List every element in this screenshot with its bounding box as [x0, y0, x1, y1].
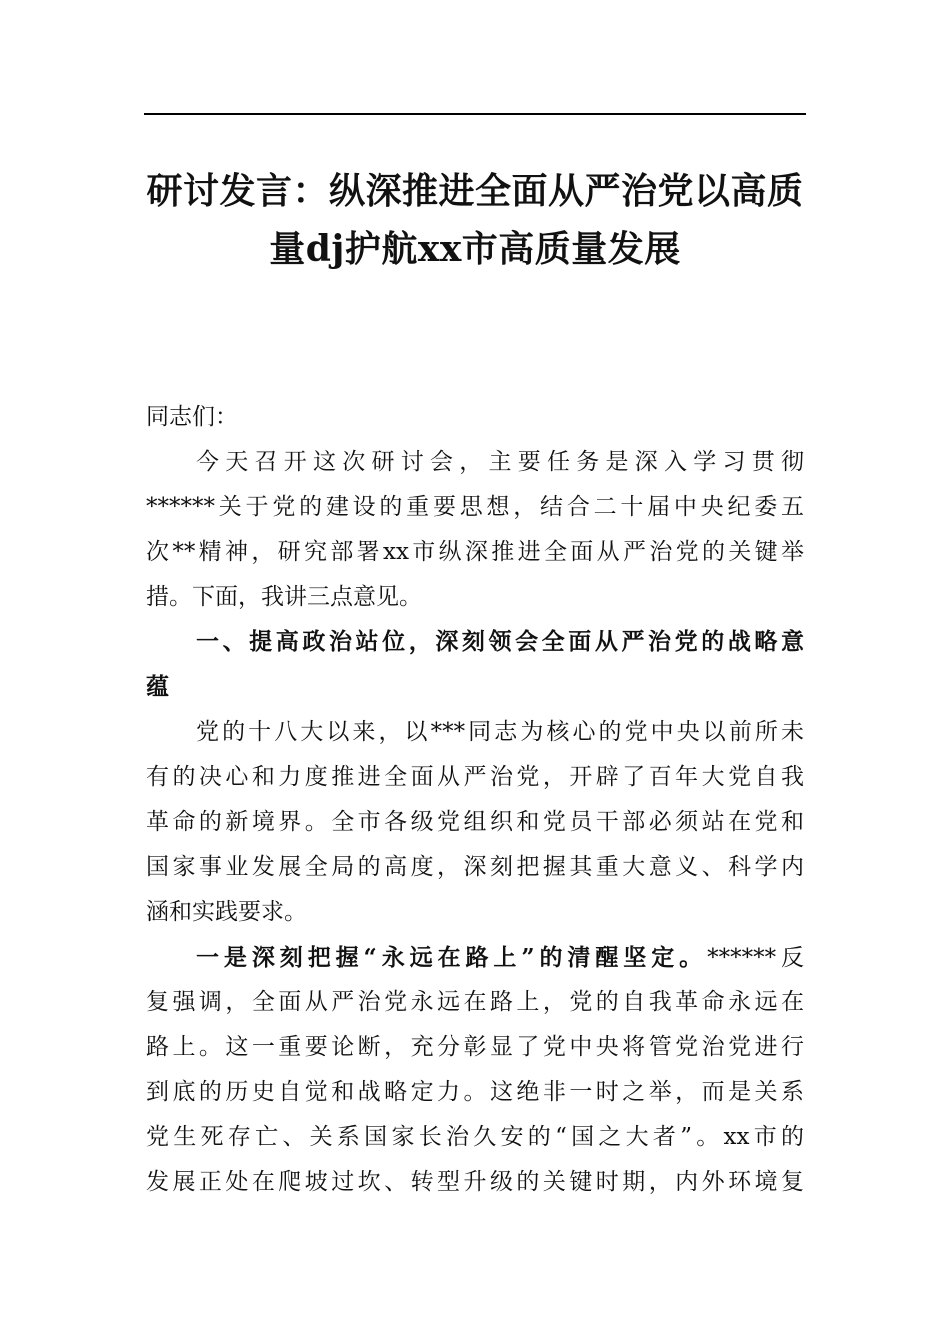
paragraph-line: 路上。这一重要论断，充分彰显了党中央将管党治党进行: [146, 1034, 804, 1060]
paragraph-line: 党生死存亡、关系国家长治久安的“国之大者”。xx市的: [146, 1124, 804, 1150]
section-heading: 蕴: [146, 674, 169, 700]
document-body: [146, 395, 804, 1205]
title-line-1: 研讨发言：纵深推进全面从严治党以高质: [146, 170, 804, 212]
paragraph-line: 党的十八大以来，以***同志为核心的党中央以前所未: [196, 719, 804, 745]
intro-line: ******关于党的建设的重要思想，结合二十届中央纪委五: [146, 494, 804, 520]
salutation: 同志们：: [146, 404, 238, 430]
title-line-2: 量dj护航xx市高质量发展: [269, 228, 681, 270]
paragraph-line: 有的决心和力度推进全面从严治党，开辟了百年大党自我: [146, 764, 804, 790]
paragraph-line: 国家事业发展全局的高度，深刻把握其重大意义、科学内: [146, 854, 804, 880]
paragraph-line: 涵和实践要求。: [146, 899, 307, 925]
header-rule: [144, 113, 806, 115]
paragraph-line: 复强调，全面从严治党永远在路上，党的自我革命永远在: [146, 989, 804, 1015]
lead-rest: ******反: [707, 945, 804, 971]
paragraph-line: 革命的新境界。全市各级党组织和党员干部必须站在党和: [146, 809, 804, 835]
paragraph-line: 发展正处在爬坡过坎、转型升级的关键时期，内外环境复: [146, 1169, 804, 1195]
paragraph-line: 到底的历史自觉和战略定力。这绝非一时之举，而是关系: [146, 1079, 804, 1105]
paragraph-lead-line: [146, 935, 804, 980]
bold-lead: 一是深刻把握“永远在路上”的清醒坚定。: [196, 944, 708, 971]
intro-line: 今天召开这次研讨会，主要任务是深入学习贯彻: [196, 449, 804, 475]
intro-line: 措。下面，我讲三点意见。: [146, 584, 422, 610]
intro-line: 次**精神，研究部署xx市纵深推进全面从严治党的关键举: [146, 539, 804, 565]
section-heading: 一、提高政治站位，深刻领会全面从严治党的战略意: [196, 629, 804, 655]
document-title: [144, 162, 806, 278]
